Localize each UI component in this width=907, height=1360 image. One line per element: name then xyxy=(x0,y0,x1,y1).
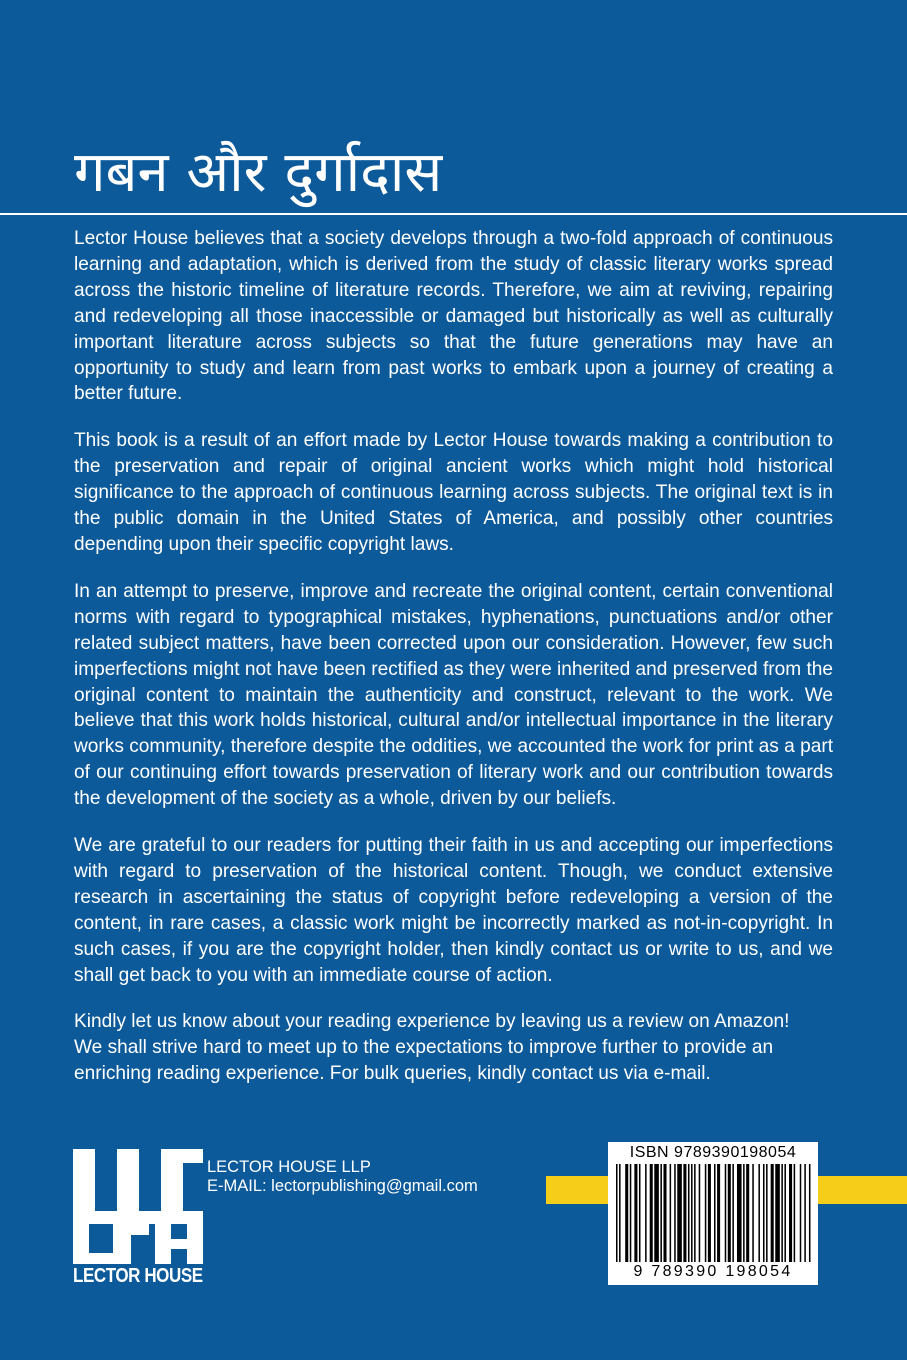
barcode-bar xyxy=(775,1164,780,1262)
paragraph-intro: Lector House believes that a society develops through a two-fold approach of continuous learning and adaptation, which is derived from the study of classic literary works spread across the historic timeline of literature records. Therefore, we aim at reviving, repairing and redeveloping all those inaccessible or damaged but historically as well as culturally important literature across subjects so that the future generations may have an opportunity to study and learn from past works to embark upon a journey of creating a better future. xyxy=(74,228,833,405)
barcode-bar xyxy=(663,1164,666,1262)
barcode-bar xyxy=(771,1164,774,1262)
barcode-bar xyxy=(714,1164,716,1262)
barcode-bar xyxy=(717,1164,720,1262)
isbn-digits: 9 789390 198054 xyxy=(633,1263,793,1280)
barcode-bar xyxy=(670,1164,672,1262)
barcode-bar xyxy=(708,1164,711,1262)
barcode-bar xyxy=(616,1164,618,1262)
barcode-bar xyxy=(634,1164,637,1262)
barcode-bar xyxy=(804,1164,806,1262)
barcode-bar xyxy=(650,1164,653,1262)
barcode-bar xyxy=(743,1164,745,1262)
barcode-bar xyxy=(677,1164,682,1262)
barcode-bar xyxy=(737,1164,742,1262)
barcode-bar xyxy=(694,1164,696,1262)
closing-line: Kindly let us know about your reading experience by leaving us a review on Amazon! xyxy=(74,1011,790,1033)
barcode-bar xyxy=(728,1164,731,1262)
isbn-barcode xyxy=(608,1142,818,1285)
barcode-bar xyxy=(674,1164,676,1262)
barcode-bar xyxy=(645,1164,647,1262)
barcode-bar xyxy=(732,1164,734,1262)
barcode-bar xyxy=(789,1164,792,1262)
barcode-bar xyxy=(705,1164,707,1262)
barcode-bar xyxy=(699,1164,701,1262)
publisher-name: LECTOR HOUSE LLP xyxy=(207,1158,371,1176)
barcode-bar xyxy=(758,1164,760,1262)
barcode-bar xyxy=(691,1164,693,1262)
barcode-bar xyxy=(725,1164,727,1262)
barcode-bar xyxy=(752,1164,754,1262)
title-divider xyxy=(0,213,907,215)
barcode-bar xyxy=(766,1164,768,1262)
publisher-email[interactable]: E-MAIL: lectorpublishing@gmail.com xyxy=(207,1177,478,1195)
barcode-bar xyxy=(630,1164,632,1262)
closing-line: We shall strive hard to meet up to the expectations to improve further to provide an xyxy=(74,1037,774,1059)
barcode-bar xyxy=(639,1164,641,1262)
publisher-contact xyxy=(207,1158,478,1196)
barcode-bar xyxy=(763,1164,765,1262)
barcode-bar xyxy=(654,1164,659,1262)
barcode-bar xyxy=(809,1164,811,1262)
isbn-label: ISBN 9789390198054 xyxy=(629,1144,797,1161)
paragraph-copyright: We are grateful to our readers for putting their faith in us and accepting our imperfections with regard to preservation of the historical content. Though, we conduct extensive research in ascertaining the status of copyright before redeveloping a version of the content, in rare cases, a classic work might be incorrectly marked as not-in-copyright. In such cases, if you are the copyright holder, then kindly contact us or write to us, and we shall get back to you with an immediate course of action. xyxy=(74,835,833,986)
barcode-bar xyxy=(619,1164,621,1262)
barcode-bar xyxy=(660,1164,662,1262)
barcode-bar xyxy=(746,1164,749,1262)
closing-line: enriching reading experience. For bulk queries, kindly contact us via e-mail. xyxy=(74,1063,711,1085)
barcode-bar xyxy=(625,1164,628,1262)
logo-wordmark: LECTOR HOUSE xyxy=(73,1265,203,1287)
paragraph-closing xyxy=(74,1009,833,1087)
back-cover-blurb xyxy=(74,226,833,1087)
barcode-bars xyxy=(616,1164,812,1262)
barcode-bar xyxy=(683,1164,686,1262)
barcode-bar xyxy=(781,1164,783,1262)
paragraph-preservation: This book is a result of an effort made by Lector House towards making a contribution to the preservation and repair of original ancient works which might hold historical significance to the approach of continuous learning across subjects. The original text is in the public domain in the United States of America, and possibly other countries depending upon their specific copyright laws. xyxy=(74,430,833,555)
barcode-bar xyxy=(688,1164,690,1262)
barcode-bar xyxy=(784,1164,786,1262)
book-title: गबन और दुर्गादास xyxy=(74,140,443,205)
barcode-bar xyxy=(800,1164,802,1262)
paragraph-editing: In an attempt to preserve, improve and recreate the original content, certain conventional norms with regard to typographical mistakes, hyphenations, punctuations and/or other related subject matters, have been corrected upon our consideration. However, few such imperfections might not have been rectified as they were inherited and preserved from the original content to maintain the authenticity and construct, relevant to the work. We believe that this work holds historical, cultural and/or intellectual importance in the literary works community, therefore despite the oddities, we accounted the work for print as a part of our continuing effort towards preservation of literary work and our contribution towards the development of the society as a whole, driven by our beliefs. xyxy=(74,580,833,810)
barcode-bar xyxy=(794,1164,796,1262)
